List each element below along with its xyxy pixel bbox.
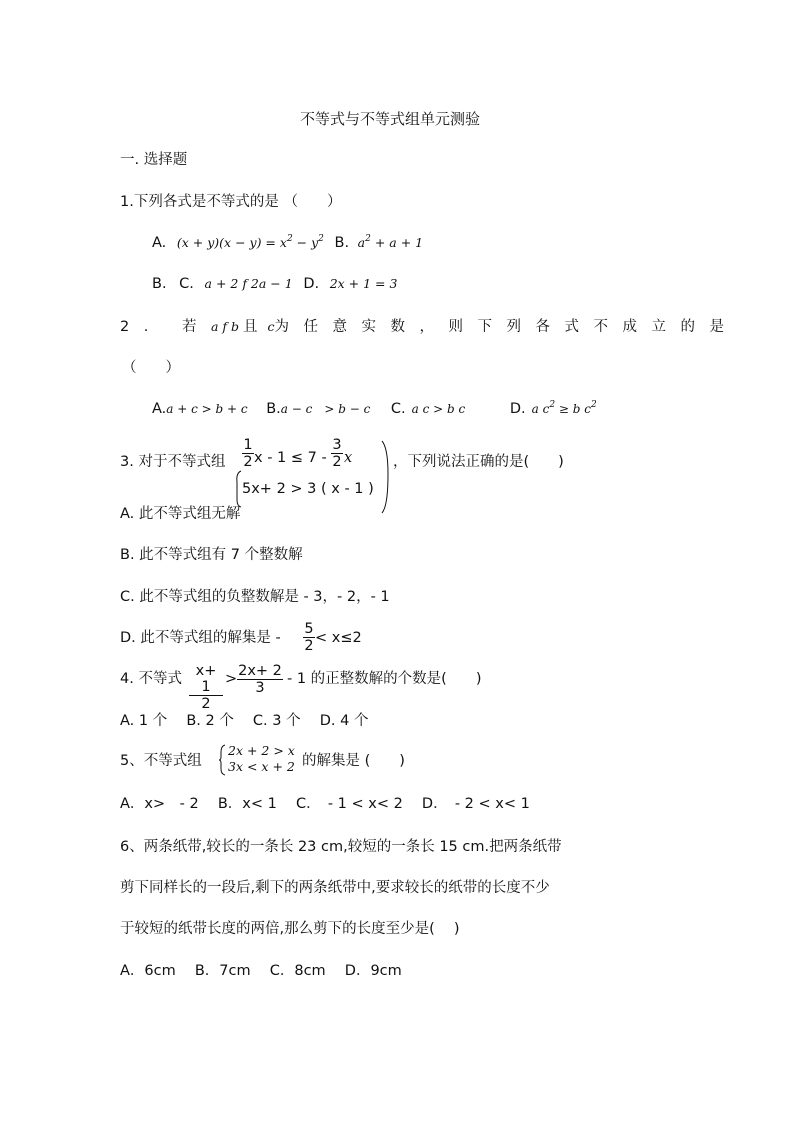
q4-stem-a: 4. 不等式 [120,671,182,687]
q5-ineq2: 3x < x + 2 [228,759,295,774]
q3-opt-d-a: D. 此不等式组的解集是 - [120,630,281,646]
q2-opt-a-expr: a + c > b + c [166,402,248,416]
q3-frac-half: $\frac{1}{2}$ [243,437,253,470]
q3-opt-d-frac: $\frac{5}{2}$ [304,621,314,654]
q1-opt-c-label: C. [179,276,194,292]
q4-options: A. 1 个 B. 2 个 C. 3 个 D. 4 个 [120,713,369,729]
q4-stem-b: - 1 的正整数解的个数是( ) [287,671,482,687]
q3-stem-a: 3. 对于不等式组 [120,454,226,470]
q5-stem-b: 的解集是 ( ) [302,753,405,769]
page-title: 不等式与不等式组单元测验 [300,110,481,128]
q3-ineq1-mid: x - 1 ≤ 7 - [254,450,327,466]
q3-opt-c: C. 此不等式组的负整数解是 - 3，- 2，- 1 [120,589,390,605]
q1-stem: 1.下列各式是不等式的是 （ ） [120,194,342,210]
q1-line2 [152,275,397,293]
q2-opt-d-expr: a $c^2 \ge b$ $c^2$ [531,400,597,416]
q1-opt-d-label: D. [303,276,320,292]
section-heading: 一. 选择题 [120,152,188,168]
q5-stem-a: 5、不等式组 [120,753,202,769]
q2-opt-c-expr: a c > b c [411,402,466,416]
q2-stem-rel: a f b [210,319,239,334]
q3-ineq2: 5x+ 2 > 3 ( x - 1 ) [242,481,374,497]
q6-options: A．6cm B．7cm C．8cm D．9cm [120,963,402,979]
q3-ineq1-end: x [344,450,353,466]
q3-opt-d-b: < x≤2 [315,630,362,646]
q1-opt-b-expr: $a^2 + a + 1$ [357,234,424,250]
q3-opt-b: B. 此不等式组有 7 个整数解 [120,547,303,563]
q1-opt-b-label: B. [334,235,350,251]
q1-opt-a-label: A. [152,235,167,251]
q6-line-2: 剪下同样长的一段后,剩下的两条纸带中,要求较长的纸带的长度不少 [120,880,550,896]
q3-frac-three-halves: $\frac{3}{2}$ [332,437,342,470]
q2-stem-b: 且 [242,319,258,335]
q2-stem-a: 2. 若 [120,319,211,335]
q5-options: A．x> - 2 B．x< 1 C． - 1 < x< 2 D． - 2 < x< 1 [120,796,530,812]
q4-frac-right: $\frac{2x+ 2}{3}$ [238,663,282,696]
q2-opt-b-expr: a − c > b − c [280,402,371,416]
q5-ineq1: 2x + 2 > x [228,743,295,758]
q6-line-3: 于较短的纸带长度的两倍,那么剪下的长度至少是( ) [120,921,460,937]
q3-right-brace-icon [380,440,390,514]
q5-left-brace-icon [218,744,226,776]
q6-line-1: 6、两条纸带,较长的一条长 23 cm,较短的一条长 15 cm.把两条纸带 [120,839,562,855]
q3-stem-b: ，下列说法正确的是( ) [393,454,564,470]
q2-options: A.a + c > b + c B.a − c > b − c C. a c > b c D. a $c^2 \ge b$ $c^2$ [152,400,597,417]
q2-stem-d: 为任意实数，则下列各式不成立的是 [274,319,739,335]
q1-opt-b-repeat: B. [152,276,167,292]
q2-stem [120,318,739,336]
q2-paren: （ ） [122,360,180,376]
q4-gt: > [225,671,238,687]
q1-opt-d-expr: 2x + 1 = 3 [329,276,398,291]
q3-left-brace-icon [234,470,242,508]
q1-line1 [152,234,423,254]
q2-stem-c: c [267,319,275,334]
q1-opt-a-expr: $(x + y)(x - y) = x^2 - y^2$ [176,234,324,250]
q1-opt-c-expr: a + 2 f 2a − 1 [204,276,293,291]
q4-frac-left: $\frac{x+ 1}{2}$ [189,663,223,712]
q3-opt-a: A. 此不等式组无解 [120,506,241,522]
